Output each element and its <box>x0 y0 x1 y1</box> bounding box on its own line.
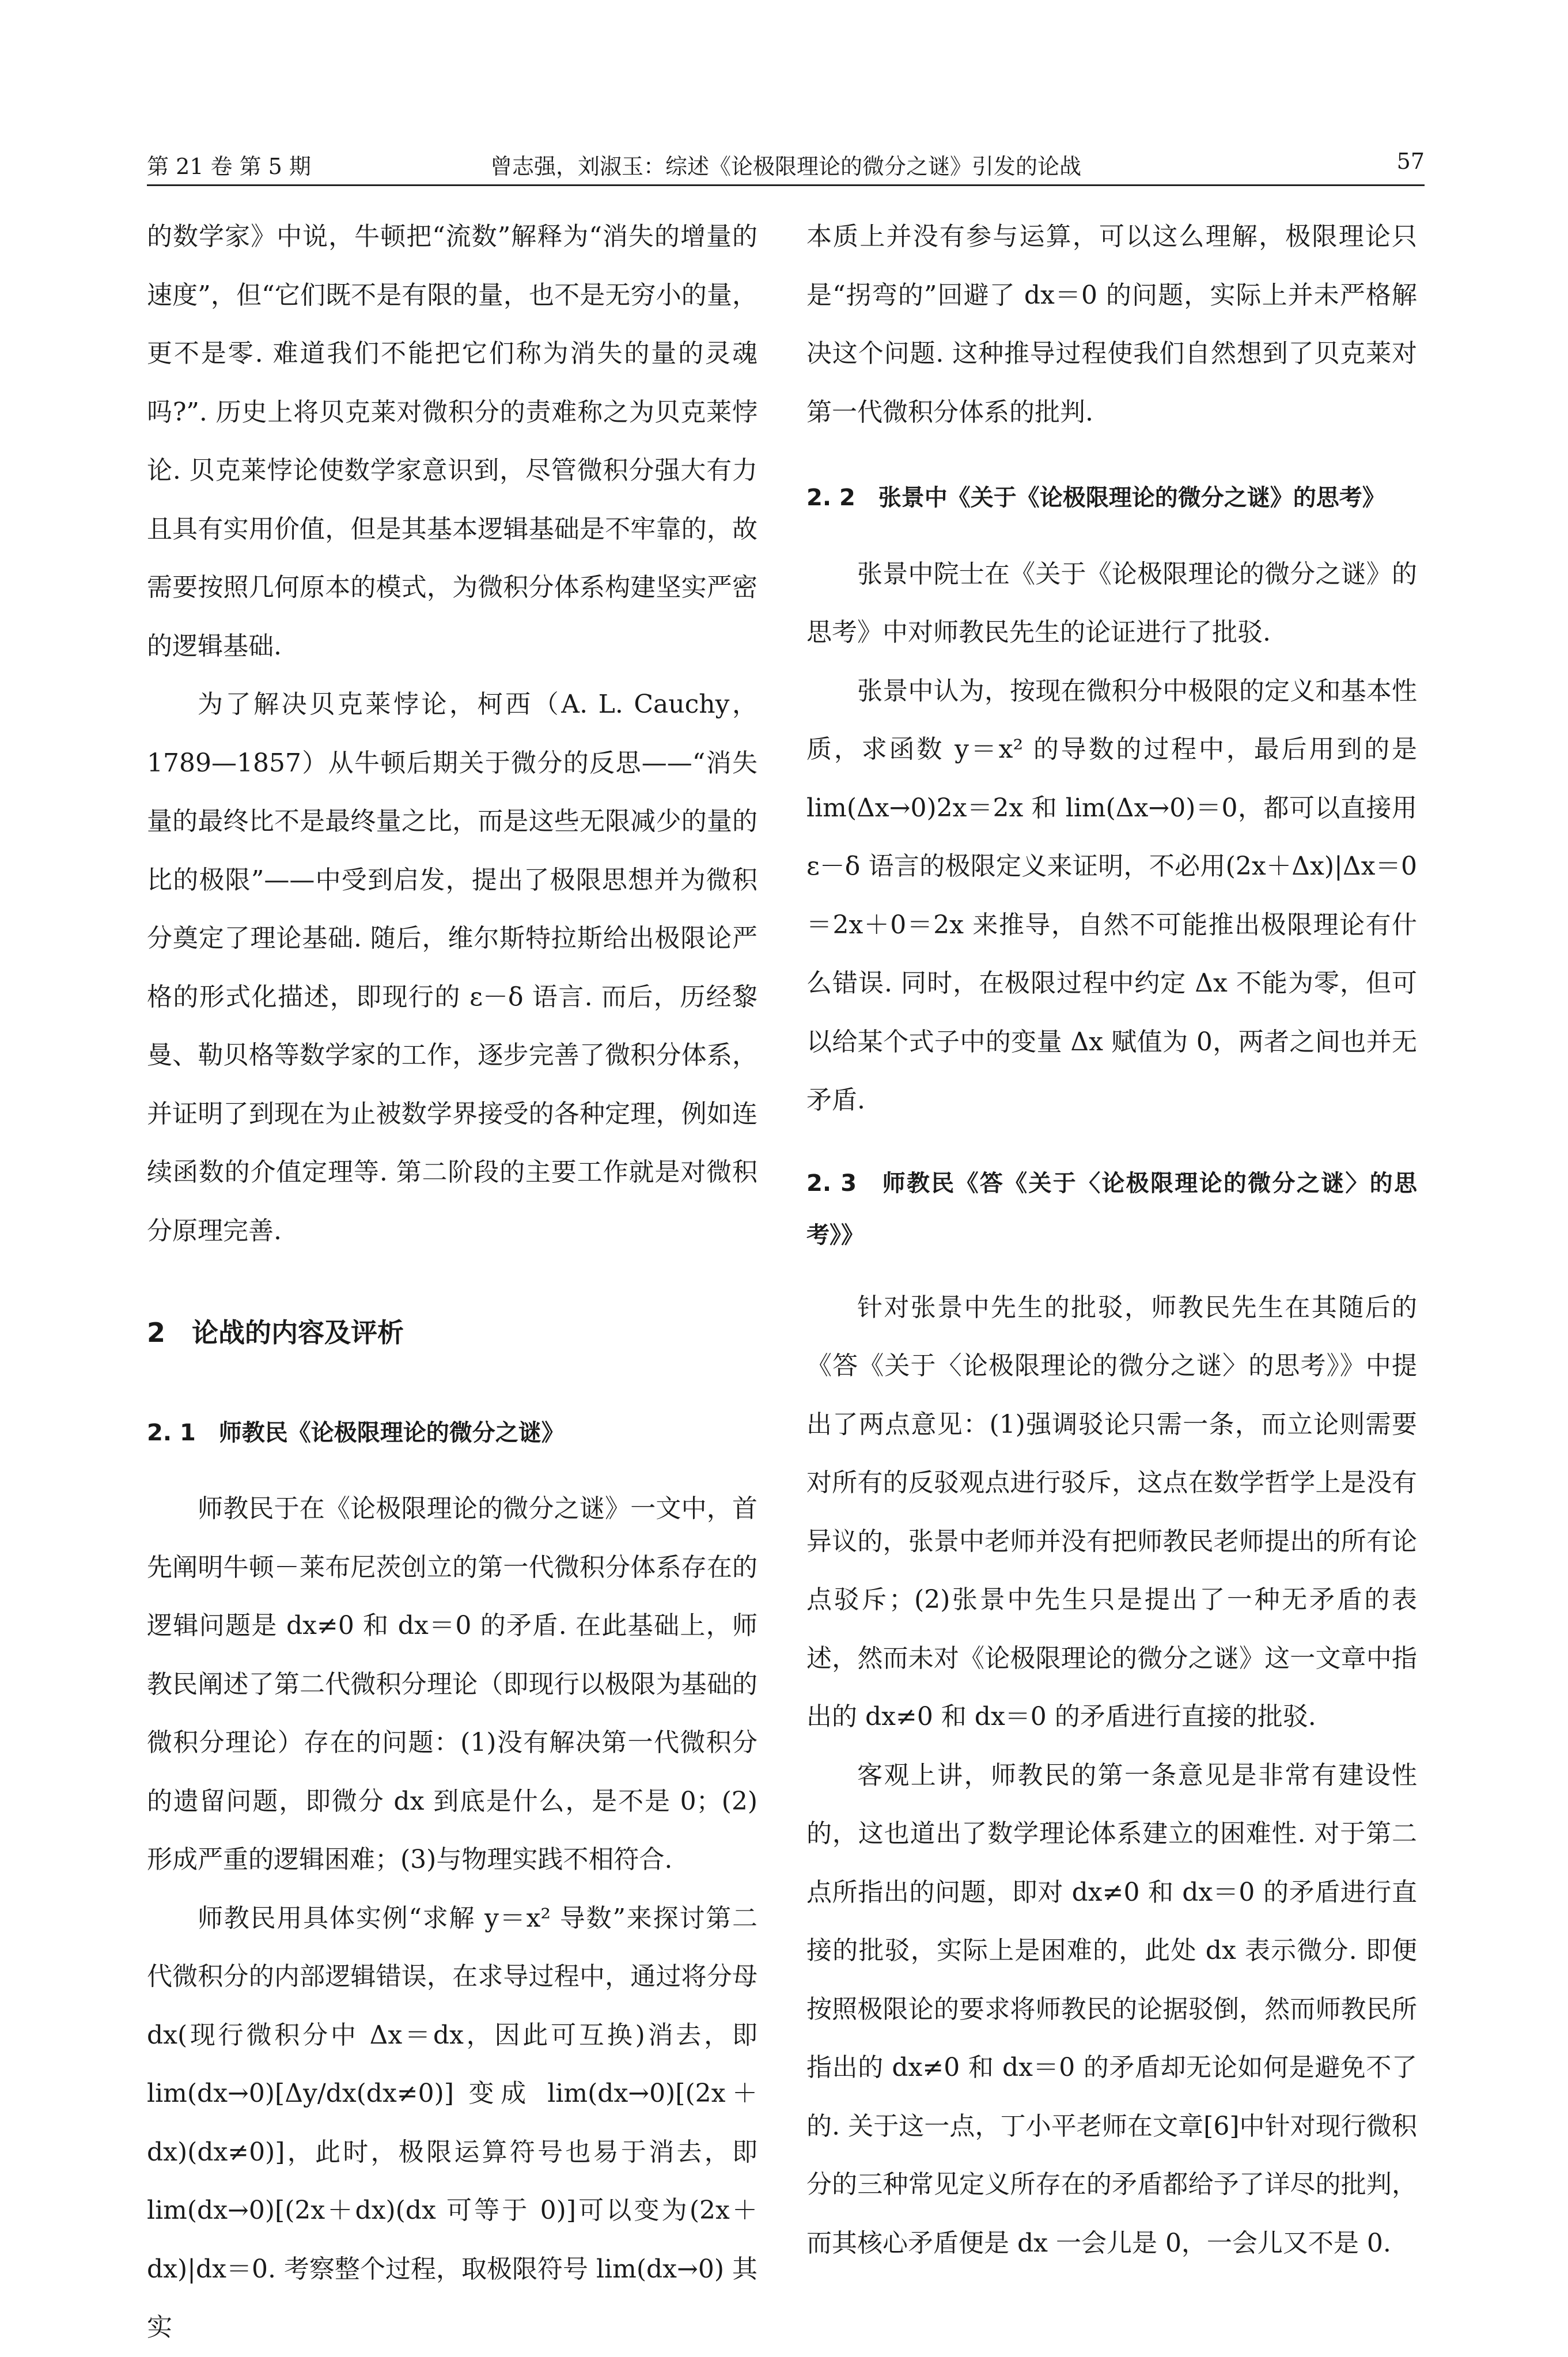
left-column <box>147 207 758 2357</box>
running-title: 曾志强，刘淑玉：综述《论极限理论的微分之谜》引发的论战 <box>490 154 1081 179</box>
paragraph: 客观上讲，师教民的第一条意见是非常有建设性的，这也道出了数学理论体系建立的困难性. 对于第二点所指出的问题，即对 dx≠0 和 dx＝0 的矛盾进行直接的批驳，实际上是困难的，此处 dx 表示微分. 即便按照极限论的要求将师教民的论据驳倒，然而师教民所指出的 dx≠0 和 dx＝0 的矛盾却无论如何是避免不了的. 关于这一点，丁小平老师在文章[6]中针对现行微积分的三种常见定义所存在的矛盾都给予了详尽的批判，而其核心矛盾便是 dx 一会儿是 0，一会儿又不是 0. <box>806 1760 1417 2258</box>
header-rule <box>147 184 1425 186</box>
section-heading: 2 论战的内容及评析 <box>147 1317 404 1348</box>
paragraph: 师教民用具体实例“求解 y＝x² 导数”来探讨第二代微积分的内部逻辑错误，在求导过程中，通过将分母 dx(现行微积分中 Δx＝dx，因此可互换)消去，即 lim(dx→0)[Δy/dx(dx≠0)] 变成 lim(dx→0)[(2x＋dx)(dx≠0)]，此时，极限运算符号也易于消去，即 lim(dx→0)[(2x＋dx)(dx 可等于 0)]可以变为(2x＋dx)|dx＝0. 考察整个过程，取极限符号 lim(dx→0) 其实 <box>147 1903 758 2342</box>
paragraph: 为了解决贝克莱悖论，柯西（A. L. Cauchy，1789—1857）从牛顿后期关于微分的反思——“消失量的最终比不是最终量之比，而是这些无限减少的量的比的极限”——中受到启发，提出了极限思想并为微积分奠定了理论基础. 随后，维尔斯特拉斯给出极限论严格的形式化描述，即现行的 ε－δ 语言. 而后，历经黎曼、勒贝格等数学家的工作，逐步完善了微积分体系，并证明了到现在为止被数学界接受的各种定理，例如连续函数的介值定理等. 第二阶段的主要工作就是对微积分原理完善. <box>147 690 758 1246</box>
paragraph: 针对张景中先生的批驳，师教民先生在其随后的《答《关于〈论极限理论的微分之谜〉的思考》》中提出了两点意见：(1)强调驳论只需一条，而立论则需要对所有的反驳观点进行驳斥，这点在数学哲学上是没有异议的，张景中老师并没有把师教民老师提出的所有论点驳斥；(2)张景中先生只是提出了一种无矛盾的表述，然而未对《论极限理论的微分之谜》这一文章中指出的 dx≠0 和 dx＝0 的矛盾进行直接的批驳. <box>806 1292 1417 1731</box>
paragraph: 本质上并没有参与运算，可以这么理解，极限理论只是“拐弯的”回避了 dx＝0 的问题，实际上并未严格解决这个问题. 这种推导过程使我们自然想到了贝克莱对第一代微积分体系的批判. <box>806 222 1417 427</box>
page-number: 57 <box>1396 149 1425 174</box>
running-header <box>147 149 1425 183</box>
subsection-heading: 2. 2 张景中《关于《论极限理论的微分之谜》的思考》 <box>806 485 1385 511</box>
journal-volume-issue: 第 21 卷 第 5 期 <box>147 154 311 179</box>
right-column <box>806 207 1417 2272</box>
paragraph: 的数学家》中说，牛顿把“流数”解释为“消失的增量的速度”，但“它们既不是有限的量，也不是无穷小的量，更不是零. 难道我们不能把它们称为消失的量的灵魂吗?”. 历史上将贝克莱对微积分的责难称之为贝克莱悖论. 贝克莱悖论使数学家意识到，尽管微积分强大有力且具有实用价值，但是其基本逻辑基础是不牢靠的，故需要按照几何原本的模式，为微积分体系构建坚实严密的逻辑基础. <box>147 222 758 661</box>
paragraph: 张景中院士在《关于《论极限理论的微分之谜》的思考》中对师教民先生的论证进行了批驳. <box>806 559 1417 647</box>
subsection-heading: 2. 3 师教民《答《关于〈论极限理论的微分之谜〉的思考》》 <box>806 1170 1417 1249</box>
paragraph: 张景中认为，按现在微积分中极限的定义和基本性质，求函数 y＝x² 的导数的过程中，最后用到的是 lim(Δx→0)2x＝2x 和 lim(Δx→0)＝0，都可以直接用 ε－δ 语言的极限定义来证明，不必用(2x＋Δx)|Δx＝0＝2x＋0＝2x 来推导，自然不可能推出极限理论有什么错误. 同时，在极限过程中约定 Δx 不能为零，但可以给某个式子中的变量 Δx 赋值为 0，两者之间也并无矛盾. <box>806 676 1417 1115</box>
paragraph: 师教民于在《论极限理论的微分之谜》一文中，首先阐明牛顿－莱布尼茨创立的第一代微积分体系存在的逻辑问题是 dx≠0 和 dx＝0 的矛盾. 在此基础上，师教民阐述了第二代微积分理论（即现行以极限为基础的微积分理论）存在的问题：(1)没有解决第一代微积分的遗留问题，即微分 dx 到底是什么，是不是 0；(2)形成严重的逻辑困难；(3)与物理实践不相符合. <box>147 1494 758 1874</box>
subsection-heading: 2. 1 师教民《论极限理论的微分之谜》 <box>147 1419 565 1446</box>
